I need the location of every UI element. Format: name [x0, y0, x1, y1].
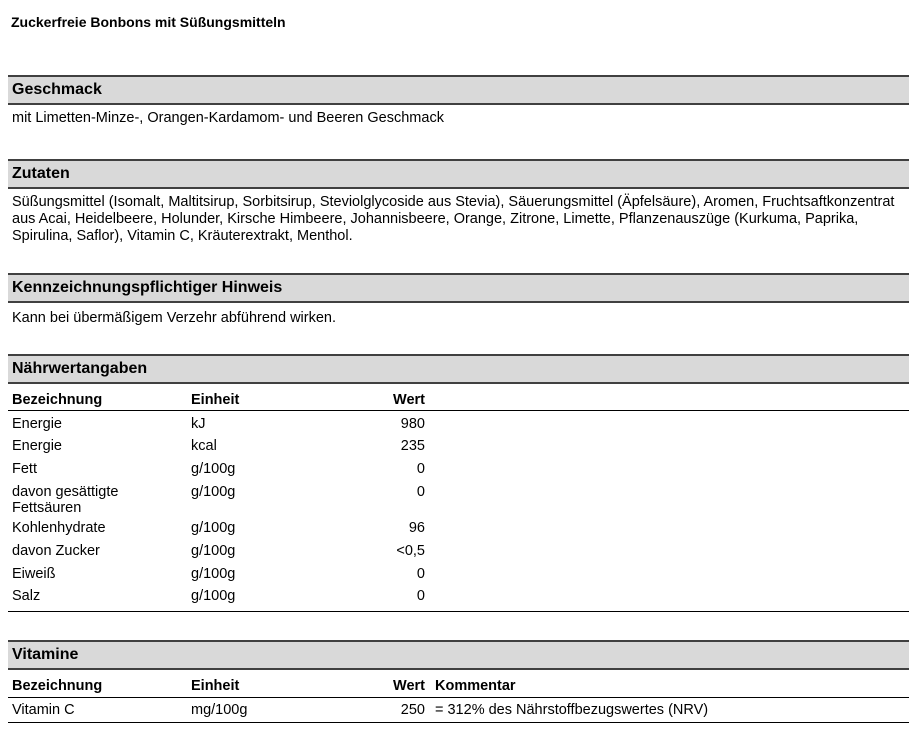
naehrwerte-col-wert: Wert — [393, 392, 425, 408]
row-name: Vitamin C — [12, 702, 75, 718]
row-value: 0 — [416, 588, 425, 604]
row-value: 980 — [400, 416, 425, 432]
row-value: 235 — [400, 438, 425, 454]
vitamine-col-wert: Wert — [393, 678, 425, 694]
naehrwerte-header-rule — [8, 410, 909, 411]
row-value: 250 — [400, 702, 425, 718]
section-header-naehrwerte: Nährwertangaben — [8, 354, 909, 384]
row-value: 0 — [416, 461, 425, 477]
vitamine-header-rule — [8, 697, 909, 698]
naehrwerte-col-einheit: Einheit — [191, 392, 240, 408]
row-unit: g/100g — [191, 484, 236, 500]
section-header-geschmack: Geschmack — [8, 75, 909, 105]
naehrwerte-col-bezeichnung: Bezeichnung — [12, 392, 103, 408]
row-name: Eiweiß — [12, 566, 56, 582]
vitamine-col-einheit: Einheit — [191, 678, 240, 694]
zutaten-text: Süßungsmittel (Isomalt, Maltitsirup, Sorbitsirup, Steviolglycoside aus Stevia), Säuerungsmittel (Äpfelsäure), Aromen, Fruchtsaftkonzentrat aus Acai, Heidelbeere, Holunder, Kirsche Himbeere, Johannisbeere, Orange, Zitrone, Limette, Pflanzenauszüge (Kurkuma, Paprika, Spirulina, Saflor), Vitamin C, Kräuterextrakt, Menthol. — [12, 194, 895, 244]
row-unit: mg/100g — [191, 702, 248, 718]
row-unit: g/100g — [191, 543, 236, 559]
hinweis-text: Kann bei übermäßigem Verzehr abführend wirken. — [12, 310, 337, 326]
vitamine-bottom-rule — [8, 722, 909, 723]
vitamine-col-kommentar: Kommentar — [435, 678, 516, 694]
section-header-vitamine: Vitamine — [8, 640, 909, 670]
row-value: 0 — [416, 484, 425, 500]
row-value: <0,5 — [396, 543, 425, 559]
row-name: Kohlenhydrate — [12, 520, 106, 536]
row-comment: = 312% des Nährstoffbezugswertes (NRV) — [435, 702, 709, 718]
row-name: Fett — [12, 461, 37, 477]
row-unit: g/100g — [191, 588, 236, 604]
row-value: 0 — [416, 566, 425, 582]
row-unit: kJ — [191, 416, 206, 432]
row-name: davon Zucker — [12, 543, 100, 559]
row-unit: g/100g — [191, 520, 236, 536]
vitamine-col-bezeichnung: Bezeichnung — [12, 678, 103, 694]
row-name: Energie — [12, 416, 62, 432]
section-header-hinweis: Kennzeichnungspflichtiger Hinweis — [8, 273, 909, 303]
row-unit: g/100g — [191, 461, 236, 477]
geschmack-text: mit Limetten-Minze-, Orangen-Kardamom- und Beeren Geschmack — [12, 110, 444, 126]
row-name: Salz — [12, 588, 41, 604]
row-name: davon gesättigte Fettsäuren — [12, 484, 119, 516]
row-unit: kcal — [191, 438, 217, 454]
document-title: Zuckerfreie Bonbons mit Süßungsmitteln — [11, 14, 286, 30]
section-header-zutaten: Zutaten — [8, 159, 909, 189]
row-unit: g/100g — [191, 566, 236, 582]
naehrwerte-bottom-rule — [8, 611, 909, 612]
row-value: 96 — [408, 520, 425, 536]
row-name: Energie — [12, 438, 62, 454]
